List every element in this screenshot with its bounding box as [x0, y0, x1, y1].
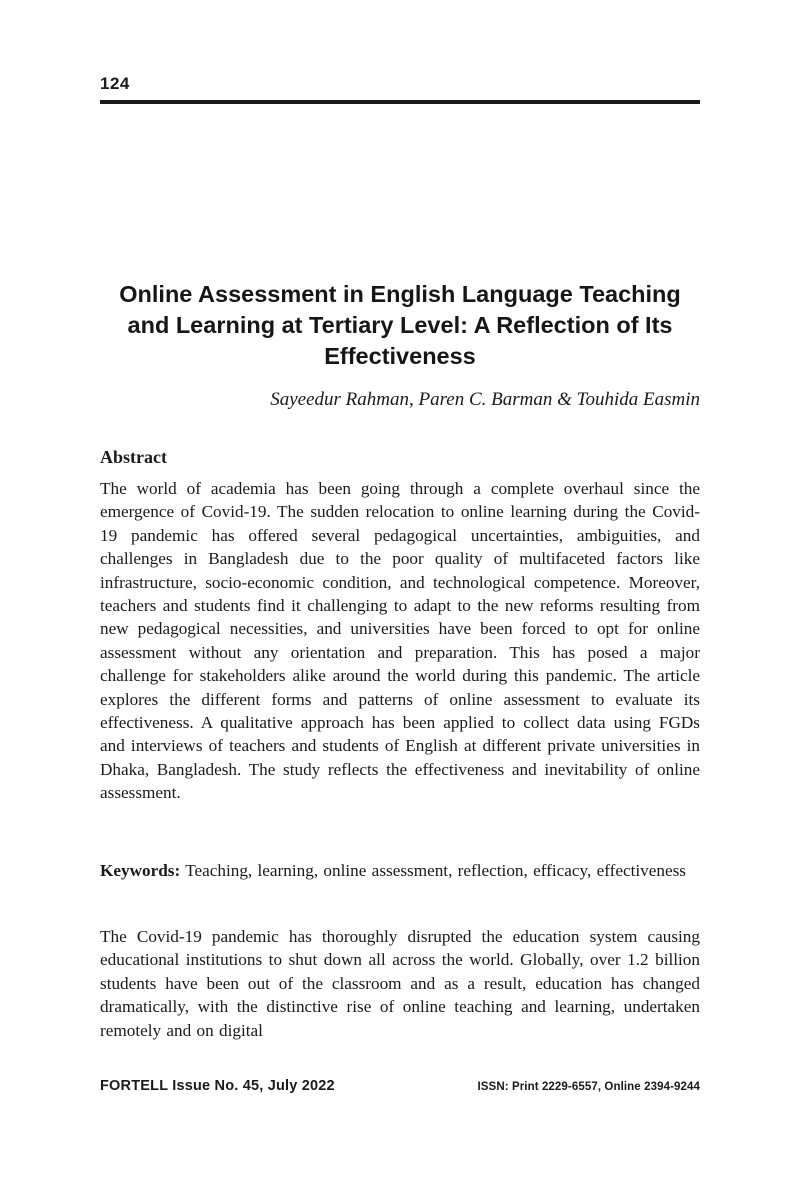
article-title-line-1: Online Assessment in English Language Teaching — [119, 281, 681, 307]
article-title — [95, 279, 705, 372]
abstract-text: The world of academia has been going through a complete overhaul since the emergence of Covid-19. The sudden relocation to online learning during the Covid-19 pandemic has offered several pedagogical uncertainties, ambiguities, and challenges in Bangladesh due to the poor quality of multifaceted factors like infrastructure, socio-economic condition, and technological competence. Moreover, teachers and students find it challenging to adapt to the new reforms resulting from new pedagogical necessities, and universities have been forced to opt for online assessment without any orientation and preparation. This has posed a major challenge for stakeholders alike around the world during this pandemic. The article explores the different forms and patterns of online assessment to evaluate its effectiveness. A qualitative approach has been applied to collect data using FGDs and interviews of teachers and students of English at different private universities in Dhaka, Bangladesh. The study reflects the effectiveness and inevitability of online assessment. — [100, 479, 700, 803]
page-number: 124 — [100, 74, 130, 93]
header-rule — [100, 100, 700, 104]
keywords-line — [100, 859, 700, 882]
body-paragraph: The Covid-19 pandemic has thoroughly disrupted the education system causing educational institutions to shut down all across the world. Globally, over 1.2 billion students have been out of the classroom and as a result, education has changed dramatically, with the distinctive rise of online teaching and learning, undertaken remotely and on digital — [100, 927, 700, 1040]
footer-issn: ISSN: Print 2229-6557, Online 2394-9244 — [477, 1081, 700, 1093]
article-title-line-3: Effectiveness — [324, 343, 476, 369]
page-footer — [100, 1078, 700, 1094]
footer-journal-issue: FORTELL Issue No. 45, July 2022 — [100, 1078, 335, 1094]
article-title-line-2: and Learning at Tertiary Level: A Reflection of Its — [127, 312, 673, 338]
keywords-label: Keywords: — [100, 861, 181, 880]
keywords-text: Teaching, learning, online assessment, reflection, efficacy, effectiveness — [180, 861, 686, 880]
abstract-heading: Abstract — [100, 447, 167, 467]
authors-line: Sayeedur Rahman, Paren C. Barman & Touhida Easmin — [270, 389, 700, 410]
